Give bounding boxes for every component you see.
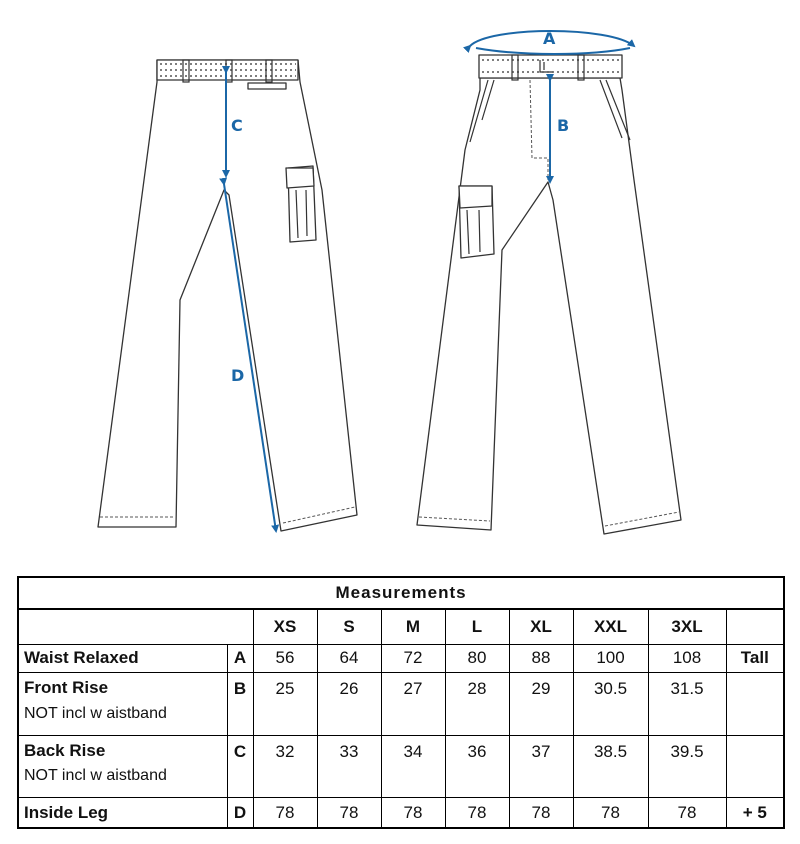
table-row [18,735,784,798]
cell-value: 80 [445,644,509,672]
row-code: D [227,798,253,828]
cell-value: 88 [509,644,573,672]
dimension-a [470,29,634,54]
table-row [18,672,784,735]
size-header: XXL [573,609,648,644]
size-header: M [381,609,445,644]
row-name [18,735,227,798]
size-header: 3XL [648,609,726,644]
table-row [18,798,784,828]
row-name: Waist Relaxed [18,644,227,672]
svg-text:A: A [543,29,556,48]
cell-value: 78 [253,798,317,828]
cell-value: 78 [573,798,648,828]
svg-text:C: C [231,116,243,135]
size-header: L [445,609,509,644]
cell-value: 78 [509,798,573,828]
cell-extra: Tall [726,644,784,672]
cell-value: 78 [648,798,726,828]
cell-value: 28 [445,672,509,735]
cell-value: 108 [648,644,726,672]
measurements-table [17,576,785,829]
cell-value: 34 [381,735,445,798]
row-code: C [227,735,253,798]
cell-value: 38.5 [573,735,648,798]
cell-value: 100 [573,644,648,672]
cell-value: 27 [381,672,445,735]
cell-value: 78 [445,798,509,828]
cell-value: 32 [253,735,317,798]
cell-value: 26 [317,672,381,735]
header-blank [18,609,253,644]
size-header: XL [509,609,573,644]
row-name-text: Front Rise [24,677,109,697]
svg-text:D: D [231,366,245,385]
cell-value: 37 [509,735,573,798]
header-extra-blank [726,609,784,644]
cell-value: 31.5 [648,672,726,735]
cell-extra [726,672,784,735]
svg-text:B: B [557,116,570,135]
row-subtext: NOT incl w aistband [24,767,167,785]
table-row [18,644,784,672]
cell-value: 64 [317,644,381,672]
size-header: XS [253,609,317,644]
cell-value: 72 [381,644,445,672]
cell-value: 56 [253,644,317,672]
size-header: S [317,609,381,644]
cell-extra: + 5 [726,798,784,828]
cell-value: 39.5 [648,735,726,798]
row-subtext: NOT incl w aistband [24,704,167,722]
back-view-trousers [98,60,357,531]
cell-value: 33 [317,735,381,798]
row-code: B [227,672,253,735]
cell-value: 36 [445,735,509,798]
cell-value: 30.5 [573,672,648,735]
cell-value: 25 [253,672,317,735]
table-title: Measurements [18,577,784,609]
row-code: A [227,644,253,672]
cell-value: 29 [509,672,573,735]
cell-extra [726,735,784,798]
row-name [18,672,227,735]
row-name-text: Back Rise [24,740,106,760]
size-header-row [18,609,784,644]
cell-value: 78 [317,798,381,828]
row-name: Inside Leg [18,798,227,828]
cell-value: 78 [381,798,445,828]
